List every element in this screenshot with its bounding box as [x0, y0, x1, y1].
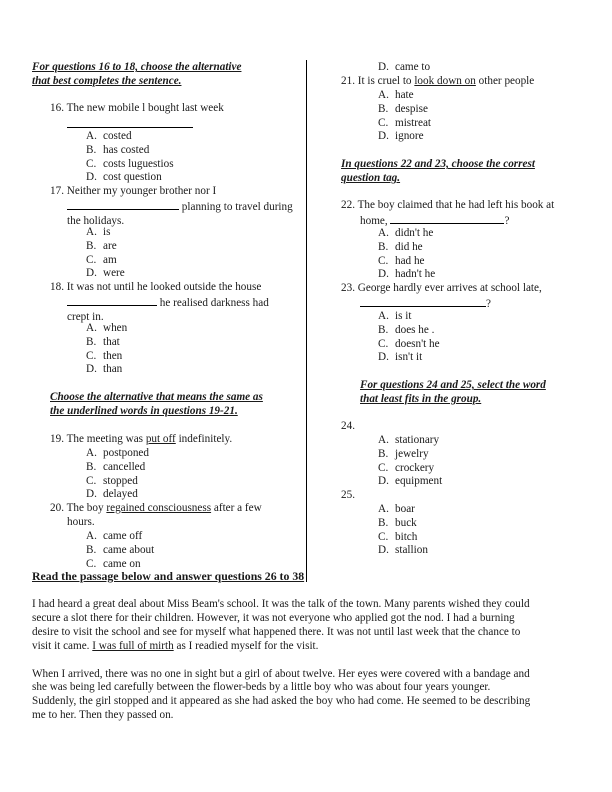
- passage-line: When I arrived, there was no one in sight but a girl of about twelve. Her eyes were covered with a bandage and: [32, 667, 530, 680]
- question-text: The boy: [66, 502, 104, 514]
- answer-blank: [67, 117, 193, 128]
- option-a[interactable]: [86, 322, 127, 336]
- option-text: bitch: [395, 530, 418, 543]
- options-24: [378, 434, 442, 489]
- option-text: then: [103, 349, 123, 362]
- option-letter: C.: [378, 337, 389, 350]
- option-letter: B.: [86, 543, 97, 556]
- passage-line: she was being led carefully between the flower-beds by a little boy who was about four years younger.: [32, 681, 491, 694]
- underlined-phrase: regained consciousness: [106, 502, 212, 514]
- option-letter: B.: [86, 335, 97, 348]
- option-text: cancelled: [103, 460, 146, 473]
- option-d[interactable]: [378, 475, 442, 489]
- passage-line: Suddenly, the girl stopped and it appeared as she had asked the boy who had come. He seemed to be describing: [32, 695, 531, 708]
- option-letter: B.: [86, 143, 97, 156]
- options-16: [86, 130, 174, 185]
- options-20-continued: [378, 61, 430, 75]
- question-number: 18.: [50, 281, 64, 293]
- question-20: [50, 502, 262, 530]
- question-number: 16.: [50, 102, 64, 114]
- option-b[interactable]: [86, 144, 174, 158]
- option-letter: A.: [378, 503, 389, 515]
- option-letter: B.: [378, 323, 389, 336]
- option-text: came about: [103, 543, 155, 556]
- option-text: that: [103, 335, 120, 348]
- option-text: when: [103, 322, 128, 334]
- option-letter: A.: [86, 447, 97, 459]
- option-letter: D.: [378, 268, 389, 281]
- option-letter: B.: [86, 460, 97, 473]
- option-b[interactable]: [378, 517, 428, 531]
- passage-line: as I readied myself for the visit.: [176, 639, 319, 652]
- question-text: The boy claimed that he had left his book at: [357, 199, 555, 211]
- options-19: [86, 447, 149, 502]
- heading-line: Choose the alternative that means the same as: [50, 391, 263, 403]
- option-letter: D.: [378, 544, 389, 557]
- answer-blank: [67, 199, 179, 210]
- question-24-number: 24.: [341, 420, 355, 432]
- section-heading-22-23: [341, 158, 535, 186]
- option-text: stationary: [395, 434, 440, 446]
- passage: [32, 598, 602, 737]
- option-c[interactable]: [86, 254, 125, 268]
- option-text: came on: [103, 557, 141, 570]
- option-c[interactable]: [378, 338, 440, 352]
- option-text: am: [103, 253, 117, 266]
- option-d[interactable]: [86, 363, 127, 377]
- option-a[interactable]: [378, 89, 431, 103]
- option-text: costed: [103, 130, 132, 142]
- options-20: [86, 530, 154, 571]
- section-heading-19-21: [50, 391, 263, 419]
- heading-line: For questions 24 and 25, select the word: [360, 379, 546, 391]
- option-letter: D.: [86, 488, 97, 501]
- option-text: mistreat: [395, 116, 432, 129]
- option-letter: B.: [86, 239, 97, 252]
- option-letter: C.: [86, 557, 97, 570]
- option-letter: D.: [378, 475, 389, 488]
- option-b[interactable]: [86, 336, 127, 350]
- option-text: came off: [103, 530, 143, 542]
- question-16: [50, 102, 224, 116]
- option-b[interactable]: [378, 448, 442, 462]
- option-letter: D.: [86, 171, 97, 184]
- question-text: The new mobile l bought last week: [66, 102, 224, 114]
- option-c[interactable]: [86, 158, 174, 172]
- option-a[interactable]: [378, 434, 442, 448]
- underlined-phrase: look down on: [414, 75, 476, 87]
- option-letter: C.: [378, 254, 389, 267]
- option-letter: B.: [378, 447, 389, 460]
- answer-blank: [67, 295, 157, 306]
- passage-paragraph-2: [32, 668, 602, 724]
- option-d[interactable]: [86, 267, 125, 281]
- option-letter: C.: [378, 461, 389, 474]
- option-text: buck: [395, 516, 417, 529]
- question-text: home,: [360, 214, 388, 227]
- passage-line: desire to visit the school and see for myself what happened there. It was not until last week that the chance to: [32, 625, 521, 638]
- underlined-phrase: put off: [145, 433, 176, 445]
- option-text: does he .: [395, 323, 435, 336]
- option-text: isn't it: [395, 351, 423, 364]
- question-number: 22.: [341, 199, 355, 211]
- option-text: stallion: [395, 544, 428, 557]
- heading-line: that best completes the sentence.: [32, 74, 182, 87]
- option-letter: C.: [86, 157, 97, 170]
- option-c[interactable]: [378, 117, 431, 131]
- option-text: are: [103, 239, 117, 252]
- answer-blank: [390, 213, 504, 224]
- option-letter: B.: [378, 516, 389, 529]
- option-text: boar: [395, 503, 415, 515]
- option-letter: B.: [378, 102, 389, 115]
- option-text: hate: [395, 89, 414, 101]
- option-d[interactable]: [378, 544, 428, 558]
- section-heading-24-25: [360, 379, 546, 407]
- passage-line: me to her. Then they passed on.: [32, 709, 174, 722]
- option-a[interactable]: [86, 530, 154, 544]
- option-text: hadn't he: [395, 268, 436, 281]
- option-letter: C.: [86, 349, 97, 362]
- option-b[interactable]: [378, 324, 440, 338]
- question-number: 17.: [50, 185, 64, 197]
- option-d[interactable]: [378, 61, 430, 75]
- question-22: [341, 199, 554, 229]
- question-text: It was not until he looked outside the house: [66, 281, 262, 293]
- option-text: were: [103, 267, 125, 280]
- question-text: crept in.: [67, 310, 104, 323]
- option-text: than: [103, 363, 123, 376]
- option-letter: A.: [378, 434, 389, 446]
- heading-line: that least fits in the group.: [360, 392, 482, 405]
- option-letter: A.: [378, 227, 389, 239]
- option-letter: C.: [86, 474, 97, 487]
- heading-line: question tag.: [341, 171, 401, 184]
- passage-paragraph-1: [32, 598, 602, 654]
- heading-line: For questions 16 to 18, choose the alternative: [32, 61, 242, 73]
- underlined-phrase: I was full of mirth: [92, 639, 174, 652]
- question-number: 21.: [341, 75, 355, 87]
- passage-heading: Read the passage below and answer questions 26 to 38: [32, 569, 305, 583]
- option-d[interactable]: [378, 268, 435, 282]
- option-c[interactable]: [378, 531, 428, 545]
- question-text: the holidays.: [67, 214, 125, 227]
- option-letter: C.: [378, 116, 389, 129]
- option-text: had he: [395, 254, 425, 267]
- options-17: [86, 226, 125, 281]
- answer-blank: [360, 296, 486, 307]
- question-text: after a few: [213, 502, 262, 514]
- option-letter: D.: [378, 351, 389, 364]
- option-a[interactable]: [86, 447, 149, 461]
- question-number: 20.: [50, 502, 64, 514]
- option-text: has costed: [103, 143, 150, 156]
- option-text: postponed: [103, 447, 149, 459]
- question-18: [50, 281, 269, 324]
- option-c[interactable]: [378, 255, 435, 269]
- option-letter: A.: [86, 130, 97, 142]
- option-text: delayed: [103, 488, 138, 501]
- option-b[interactable]: [378, 103, 431, 117]
- option-letter: D.: [86, 267, 97, 280]
- options-25: [378, 503, 428, 558]
- column-divider: [306, 60, 307, 582]
- option-a[interactable]: [86, 226, 125, 240]
- option-text: equipment: [395, 475, 443, 488]
- option-letter: A.: [378, 310, 389, 322]
- option-b[interactable]: [378, 241, 435, 255]
- question-number: 19.: [50, 433, 64, 445]
- question-text: he realised darkness had: [159, 296, 269, 309]
- question-text: planning to travel during: [181, 200, 293, 213]
- section-heading-16-18: [32, 61, 241, 89]
- option-letter: A.: [378, 89, 389, 101]
- option-c[interactable]: [86, 350, 127, 364]
- option-letter: D.: [378, 61, 389, 73]
- options-23: [378, 310, 440, 365]
- option-d[interactable]: [86, 488, 149, 502]
- question-text: George hardly ever arrives at school late,: [357, 282, 542, 294]
- question-mark: ?: [486, 297, 491, 310]
- question-23: [341, 282, 542, 312]
- option-letter: A.: [86, 322, 97, 334]
- question-text: other people: [478, 75, 535, 87]
- option-d[interactable]: [86, 171, 174, 185]
- option-letter: A.: [86, 226, 97, 238]
- passage-line: secure a slot there for their children. However, it was not everyone who applied got the nod. I had a burning: [32, 611, 515, 624]
- question-text: The meeting was: [66, 433, 144, 445]
- question-text: hours.: [67, 515, 95, 528]
- option-b[interactable]: [86, 240, 125, 254]
- question-text: It is cruel to: [357, 75, 412, 87]
- option-text: doesn't he: [395, 337, 440, 350]
- option-a[interactable]: [378, 503, 428, 517]
- heading-line: In questions 22 and 23, choose the correst: [341, 158, 535, 170]
- option-text: stopped: [103, 474, 138, 487]
- options-22: [378, 227, 435, 282]
- option-text: came to: [395, 61, 431, 73]
- question-mark: ?: [504, 214, 510, 227]
- heading-line: the underlined words in questions 19-21.: [50, 404, 238, 417]
- option-a[interactable]: [378, 227, 435, 241]
- question-text: indefinitely.: [178, 433, 233, 445]
- option-text: is: [103, 226, 111, 238]
- question-text: Neither my younger brother nor I: [66, 185, 217, 197]
- option-letter: A.: [86, 530, 97, 542]
- option-b[interactable]: [86, 461, 149, 475]
- options-21: [378, 89, 431, 144]
- option-text: jewelry: [395, 447, 429, 460]
- question-17: [50, 185, 293, 228]
- option-d[interactable]: [378, 351, 440, 365]
- question-19: [50, 433, 232, 447]
- passage-line: I had heard a great deal about Miss Beam's school. It was the talk of the town. Many parents wished they could: [32, 598, 530, 610]
- option-text: ignore: [395, 130, 424, 143]
- option-a[interactable]: [86, 130, 174, 144]
- option-letter: D.: [378, 130, 389, 143]
- question-21: [341, 75, 534, 89]
- option-text: did he: [395, 240, 423, 253]
- option-text: cost question: [103, 171, 162, 184]
- option-letter: C.: [86, 253, 97, 266]
- option-c[interactable]: [86, 475, 149, 489]
- option-text: despise: [395, 102, 428, 115]
- option-a[interactable]: [378, 310, 440, 324]
- option-d[interactable]: [378, 130, 431, 144]
- option-letter: C.: [378, 530, 389, 543]
- question-25-number: 25.: [341, 489, 355, 501]
- option-letter: D.: [86, 363, 97, 376]
- option-text: crockery: [395, 461, 435, 474]
- question-number: 23.: [341, 282, 355, 294]
- options-18: [86, 322, 127, 377]
- option-text: costs luguestios: [103, 157, 174, 170]
- option-letter: B.: [378, 240, 389, 253]
- option-b[interactable]: [86, 544, 154, 558]
- passage-line: visit it came.: [32, 639, 90, 652]
- option-text: didn't he: [395, 227, 434, 239]
- option-c[interactable]: [378, 462, 442, 476]
- option-text: is it: [395, 310, 412, 322]
